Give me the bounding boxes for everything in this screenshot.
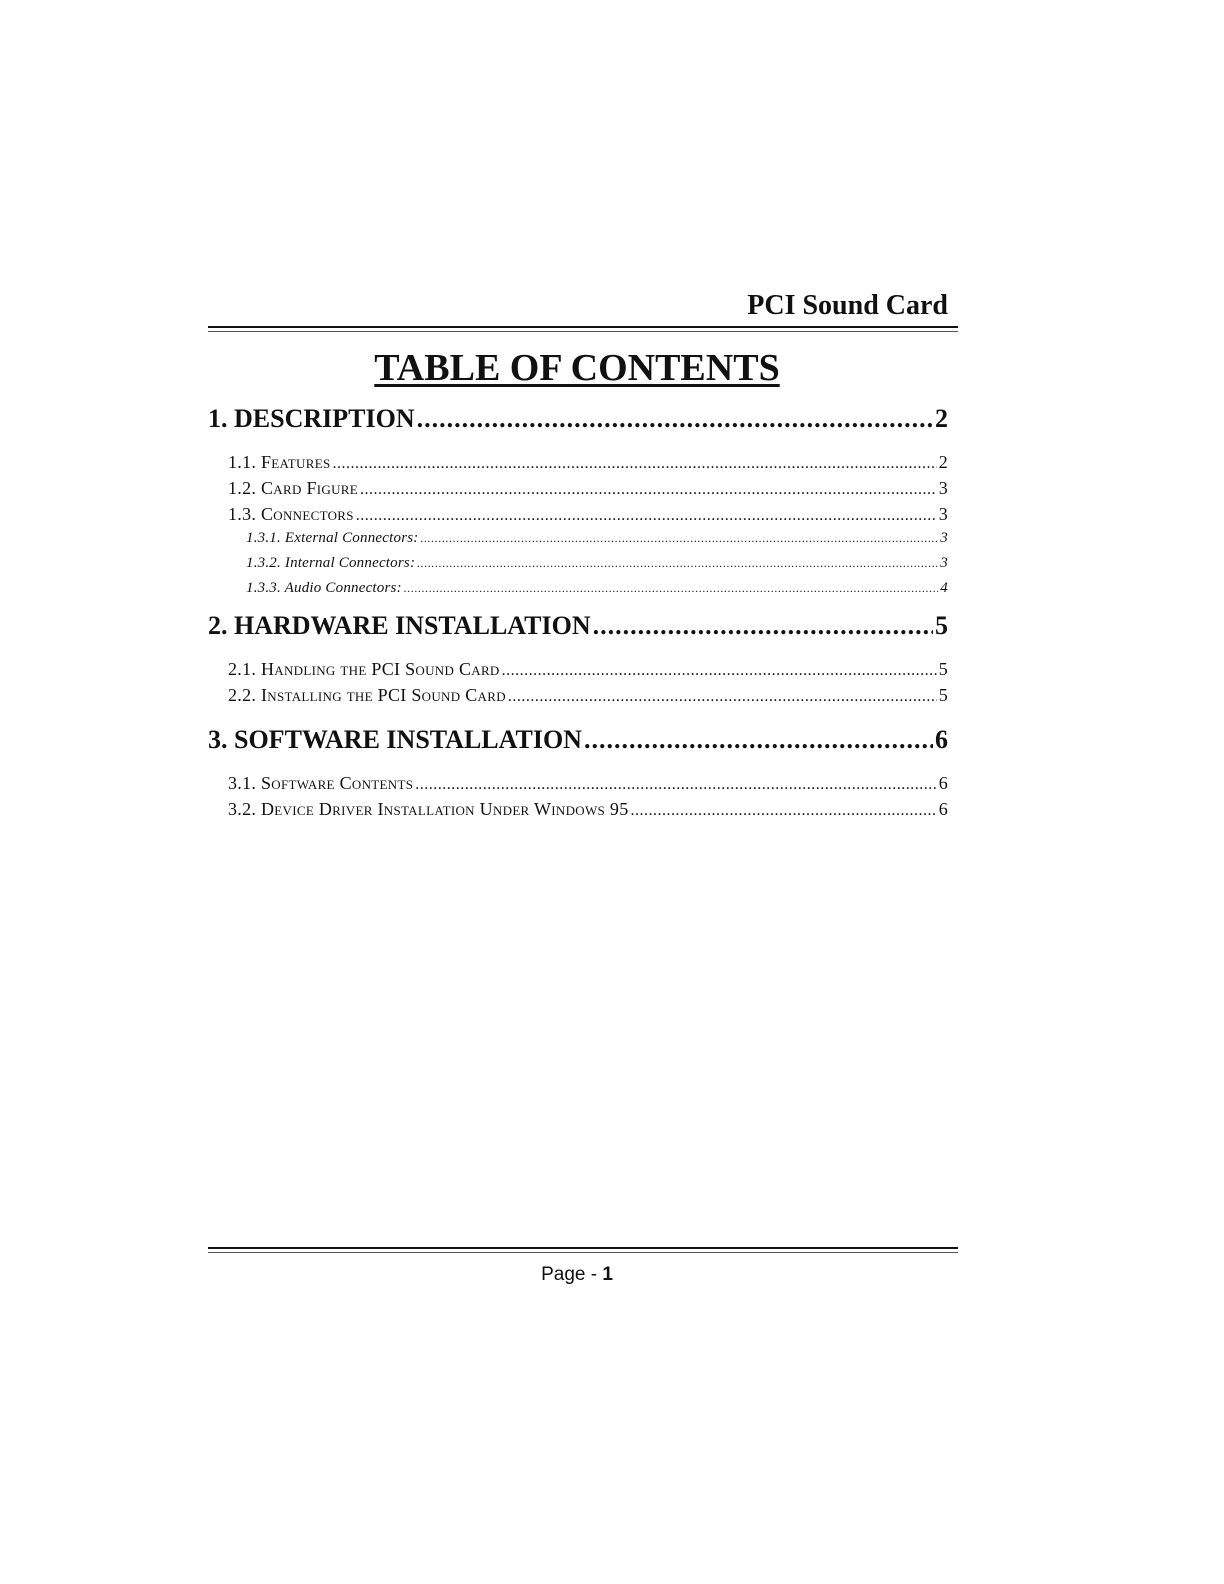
footer-rule [208, 1247, 958, 1253]
page-number: 2 [935, 404, 948, 433]
page-number: 2 [938, 452, 948, 472]
page-number: 3 [940, 530, 948, 546]
toc-entry-3-2[interactable]: 3.2. Device Driver Installation Under Windows 95 ..... 6 [208, 799, 948, 825]
toc-title: TABLE OF CONTENTS [374, 347, 780, 389]
leader-dots [356, 504, 937, 525]
header-rule [208, 326, 958, 332]
leader-dots [420, 530, 938, 547]
leader-dots [332, 452, 936, 473]
toc-entry-1-3-2[interactable]: 1.3.2. Internal Connectors: ..... 3 [208, 555, 948, 580]
table-of-contents [208, 398, 948, 825]
page-number: 4 [940, 580, 948, 596]
page-prefix: Page - [541, 1264, 603, 1285]
leader-dots [360, 478, 937, 499]
leader-dots [584, 725, 933, 755]
page-footer [0, 1264, 1154, 1286]
leader-dots [502, 659, 937, 680]
page-number: 5 [938, 659, 948, 679]
page-number: 3 [938, 504, 948, 524]
leader-dots [415, 773, 936, 794]
leader-dots [508, 685, 937, 706]
page-number-footer: 1 [602, 1264, 613, 1285]
page-number: 6 [935, 725, 948, 754]
toc-entry-2-2[interactable]: 2.2. Installing the PCI Sound Card ..... 5 [208, 685, 948, 711]
toc-entry-1-3-1[interactable]: 1.3.1. External Connectors: ..... 3 [208, 530, 948, 555]
leader-dots [404, 580, 939, 597]
leader-dots [417, 404, 933, 434]
toc-section-2[interactable]: 2. HARDWARE INSTALLATION ..... 5 [208, 605, 948, 649]
toc-section-1[interactable]: 1. DESCRIPTION ..... 2 [208, 398, 948, 442]
leader-dots [631, 799, 937, 820]
toc-section-3[interactable]: 3. SOFTWARE INSTALLATION ..... 6 [208, 719, 948, 763]
toc-entry-2-1[interactable]: 2.1. Handling the PCI Sound Card ..... 5 [208, 659, 948, 685]
page-number: 5 [938, 685, 948, 705]
toc-entry-1-1[interactable]: 1.1. Features ..... 2 [208, 452, 948, 478]
running-header: PCI Sound Card [747, 290, 948, 321]
page-number: 6 [938, 773, 948, 793]
leader-dots [417, 555, 938, 572]
toc-entry-1-3-3[interactable]: 1.3.3. Audio Connectors: ..... 4 [208, 580, 948, 605]
toc-entry-3-1[interactable]: 3.1. Software Contents ..... 6 [208, 773, 948, 799]
toc-entry-1-3[interactable]: 1.3. Connectors ..... 3 [208, 504, 948, 530]
leader-dots [593, 611, 933, 641]
page-number: 6 [938, 799, 948, 819]
toc-entry-1-2[interactable]: 1.2. Card Figure ..... 3 [208, 478, 948, 504]
page-number: 3 [938, 478, 948, 498]
page-number: 5 [935, 611, 948, 640]
page-number: 3 [940, 555, 948, 571]
